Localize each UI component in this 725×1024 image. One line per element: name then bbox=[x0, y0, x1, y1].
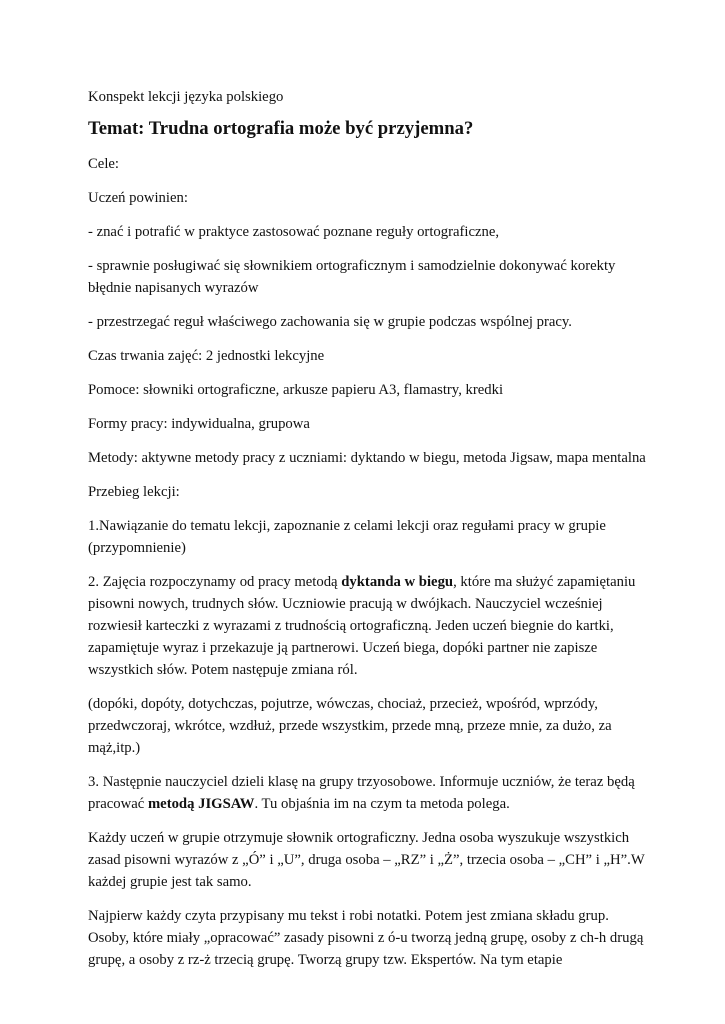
step-3-paragraph bbox=[88, 771, 648, 815]
step-3-method-name: metodą JIGSAW bbox=[147, 796, 255, 812]
goal-item-3: - przestrzegać reguł właściwego zachowania się w grupie podczas wspólnej pracy. bbox=[88, 314, 572, 330]
document-header: Konspekt lekcji języka polskiego bbox=[88, 89, 284, 105]
methods-line: Metody: aktywne metody pracy z uczniami: dyktando w biegu, metoda Jigsaw, mapa mentalna bbox=[88, 450, 646, 466]
goal-item-2: - sprawnie posługiwać się słownikiem ortograficznym i samodzielnie dokonywać korekty błędnie napisanych wyrazów bbox=[88, 258, 616, 296]
duration-line: Czas trwania zajęć: 2 jednostki lekcyjne bbox=[88, 348, 325, 364]
course-label: Przebieg lekcji: bbox=[88, 484, 180, 500]
goal-item-1: - znać i potrafić w praktyce zastosować poznane reguły ortograficzne, bbox=[88, 224, 500, 240]
student-should-label: Uczeń powinien: bbox=[88, 190, 188, 206]
step-3-text-after: . Tu objaśnia im na czym ta metoda polega. bbox=[254, 796, 510, 812]
step-1-paragraph: 1.Nawiązanie do tematu lekcji, zapoznanie z celami lekcji oraz regułami pracy w grupie (przypomnienie) bbox=[88, 518, 606, 556]
word-list-paragraph: (dopóki, dopóty, dotychczas, pojutrze, wówczas, chociaż, przecież, wpośród, wprzódy, przedwczoraj, wkrótce, wzdłuż, przede wszystkim, przede mną, przeze mnie, za dużo, za mąż,itp.) bbox=[88, 696, 612, 756]
document-page bbox=[88, 86, 648, 983]
step-2-method-name: dyktanda w biegu bbox=[341, 574, 454, 590]
groups-paragraph: Najpierw każdy czyta przypisany mu tekst i robi notatki. Potem jest zmiana składu grup. Osoby, które miały „opracować” zasady pisowni z ó-u tworzą jedną grupę, osoby z ch-h drugą grupę, a osoby z rz-ż trzecią grupę. Tworzą grupy tzw. Ekspertów. Na tym etapie bbox=[88, 908, 644, 968]
dictionary-paragraph: Każdy uczeń w grupie otrzymuje słownik ortograficzny. Jedna osoba wyszukuje wszystkich zasad pisowni wyrazów z „Ó” i „U”, druga osoba – „RZ” i „Ż”, trzecia osoba – „CH” i „H”.W każdej grupie jest tak samo. bbox=[88, 830, 645, 890]
goals-label: Cele: bbox=[88, 156, 119, 172]
step-2-text-before: 2. Zajęcia rozpoczynamy od pracy metodą bbox=[88, 574, 342, 590]
lesson-title: Temat: Trudna ortografia może być przyjemna? bbox=[88, 118, 474, 139]
aids-line: Pomoce: słowniki ortograficzne, arkusze papieru A3, flamastry, kredki bbox=[88, 382, 504, 398]
step-3-text-before: 3. Następnie nauczyciel dzieli klasę na grupy trzyosobowe. Informuje uczniów, że teraz będą pracować bbox=[88, 774, 635, 812]
step-2-paragraph bbox=[88, 571, 648, 681]
step-2-text-after: , które ma służyć zapamiętaniu pisowni nowych, trudnych słów. Uczniowie pracują w dwójkach. Nauczyciel wcześniej rozwiesił karteczki z wyrazami z trudnością ortograficzną. Jeden uczeń biegnie do kartki, zapamiętuje wyraz i przekazuje ją partnerowi. Uczeń biega, dopóki partner nie zapisze wszystkich słów. Potem następuje zmiana ról. bbox=[88, 574, 636, 678]
work-forms-line: Formy pracy: indywidualna, grupowa bbox=[88, 416, 310, 432]
